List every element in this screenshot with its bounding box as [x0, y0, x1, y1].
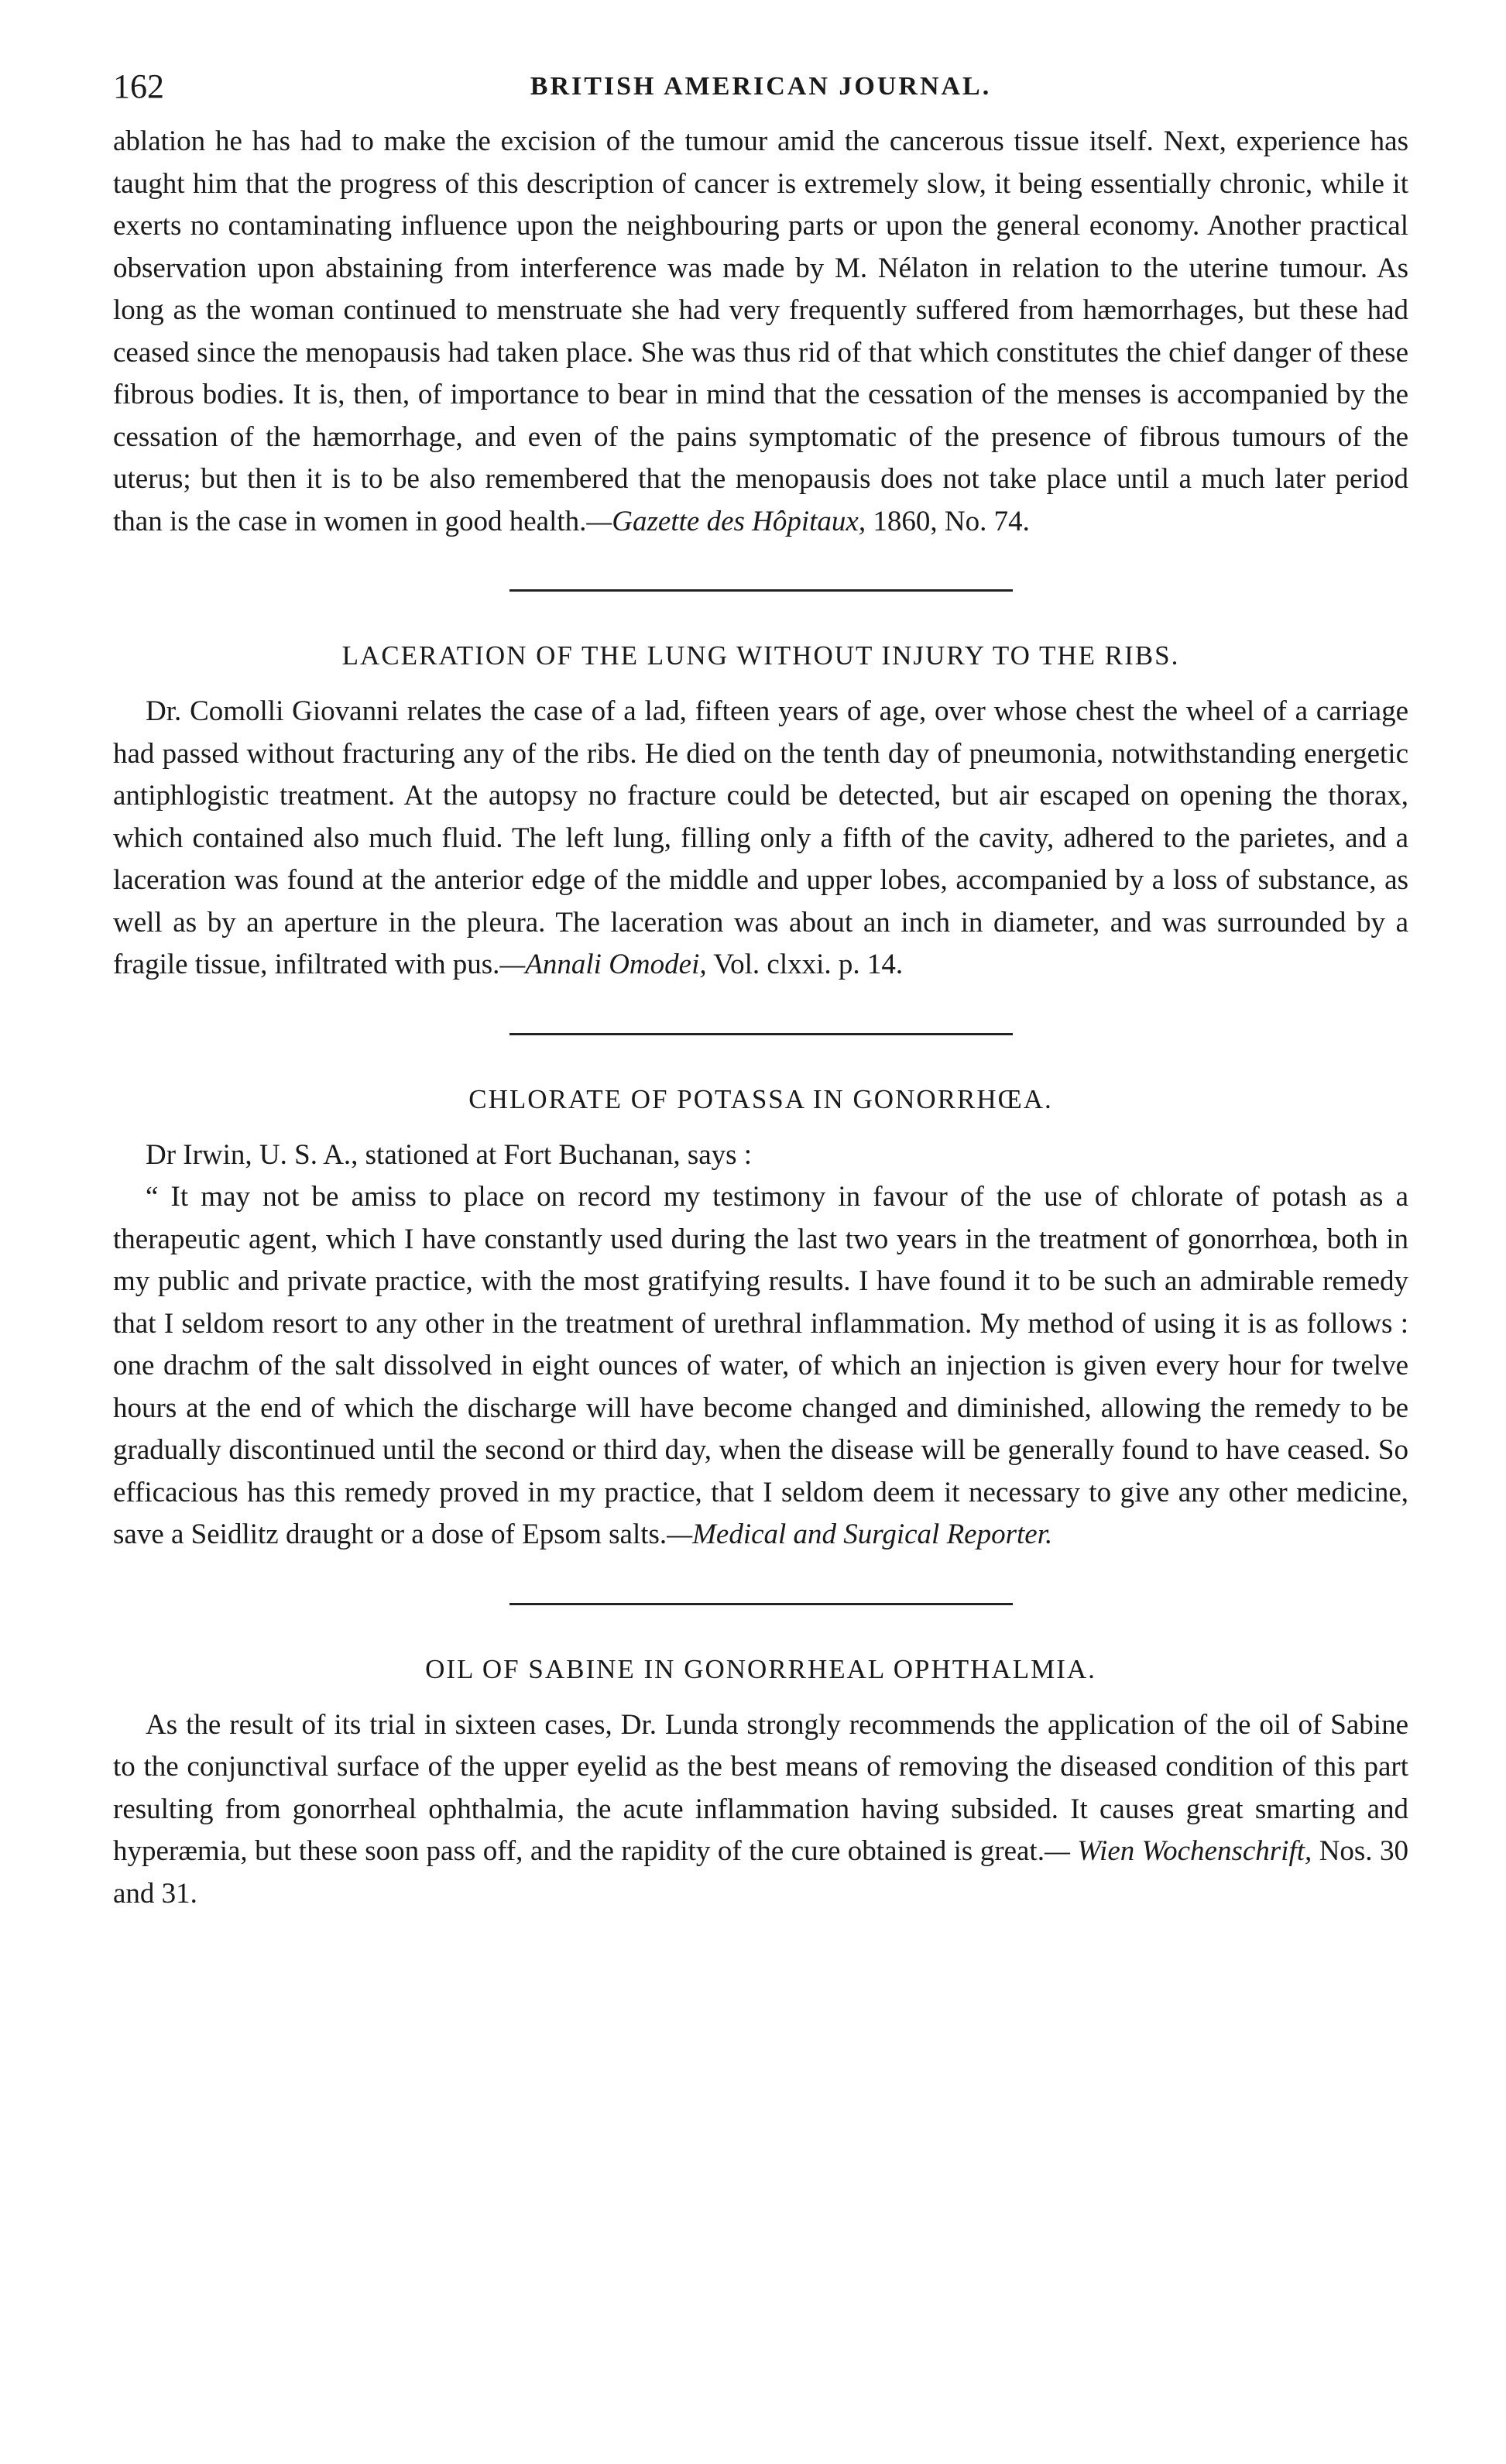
- sabine-article-source: — Wien Wochenschrift,: [1044, 1835, 1312, 1867]
- potassa-article-source: —Medical and Surgical Reporter.: [667, 1519, 1053, 1550]
- lung-article-text: Dr. Comolli Giovanni relates the case of a lad, fifteen years of age, over whose chest the wheel of a carriage had passed without fracturing any of the ribs. He died on the tenth day of pneumonia, notwithstanding energetic antiphlogistic treatment. At the autopsy no fracture could be detected, but air escaped on opening the thorax, which contained also much fluid. The left lung, filling only a fifth of the cavity, adhered to the parietes, and a laceration was found at the anterior edge of the middle and upper lobes, accompanied by a loss of substance, as well as by an aperture in the pleura. The laceration was about an inch in diameter, and was surrounded by a fragile tissue, infiltrated with pus.: [113, 695, 1408, 980]
- page-number: 162: [113, 67, 164, 105]
- potassa-article-text: “ It may not be amiss to place on record my testimony in favour of the use of chlorate of potash as a therapeutic agent, which I have constantly used during the last two years in the treatment of gonorrhœa, both in my public and private practice, with the most gratifying results. I have found it to be such an admirable remedy that I seldom resort to any other in the treatment of urethral inflammation. My method of using it is as follows : one drachm of the salt dissolved in eight ounces of water, of which an injection is given every hour for twelve hours at the end of which the discharge will have become changed and diminished, allowing the remedy to be gradually discontinued until the second or third day, when the disease will be generally found to have ceased. So efficacious has this remedy proved in my practice, that I seldom deem it necessary to give any other medicine, save a Seidlitz draught or a dose of Epsom salts.: [113, 1181, 1408, 1550]
- sabine-article-paragraph: [113, 1704, 1408, 1916]
- continued-article-text: ablation he has had to make the excision of the tumour amid the cancerous tissue itself. Next, experience has taught him that the progress of this description of cancer is extremely slow, it being essentially chronic, while it exerts no contaminating influence upon the neighbouring parts or upon the general economy. Another practical observation upon abstaining from interference was made by M. Nélaton in relation to the uterine tumour. As long as the woman continued to menstruate she had very frequently suffered from hæmorrhages, but these had ceased since the menopausis had taken place. She was thus rid of that which constitutes the chief danger of these fibrous bodies. It is, then, of importance to bear in mind that the cessation of the menses is accompanied by the cessation of the hæmorrhage, and even of the pains symptomatic of the presence of fibrous tumours of the uterus; but then it is to be also remembered that the menopausis does not take place until a much later period than is the case in women in good health.: [113, 125, 1408, 537]
- lung-article-source: —Annali Omodei,: [499, 949, 707, 980]
- lung-article-title: LACERATION OF THE LUNG WITHOUT INJURY TO THE RIBS.: [341, 640, 1180, 671]
- potassa-article-intro: Dr Irwin, U. S. A., stationed at Fort Buchanan, says :: [146, 1138, 753, 1171]
- lung-article-source-tail: Vol. clxxi. p. 14.: [706, 949, 904, 980]
- sabine-article-title: OIL OF SABINE IN GONORRHEAL OPHTHALMIA.: [425, 1653, 1096, 1684]
- continued-article-paragraph: [113, 121, 1408, 543]
- lung-article-paragraph: [113, 691, 1408, 987]
- continued-article-source-tail: 1860, No. 74.: [866, 505, 1030, 537]
- sabine-article-text: As the result of its trial in sixteen cases, Dr. Lunda strongly recommends the application of the oil of Sabine to the conjunctival surface of the upper eyelid as the best means of removing the diseased condition of this part resulting from gonorrheal ophthalmia, the acute inflammation having subsided. It causes great smarting and hyperæmia, but these soon pass off, and the rapidity of the cure obtained is great.: [113, 1708, 1408, 1867]
- potassa-article-paragraph: [113, 1176, 1408, 1556]
- sabine-article-source-tail: Nos. 30 and 31.: [113, 1835, 1408, 1910]
- journal-title: BRITISH AMERICAN JOURNAL.: [530, 72, 992, 101]
- continued-article-source: —Gazette des Hôpitaux,: [586, 505, 866, 537]
- potassa-article-title: CHLORATE OF POTASSA IN GONORRHŒA.: [468, 1083, 1053, 1114]
- running-head: [113, 63, 1408, 121]
